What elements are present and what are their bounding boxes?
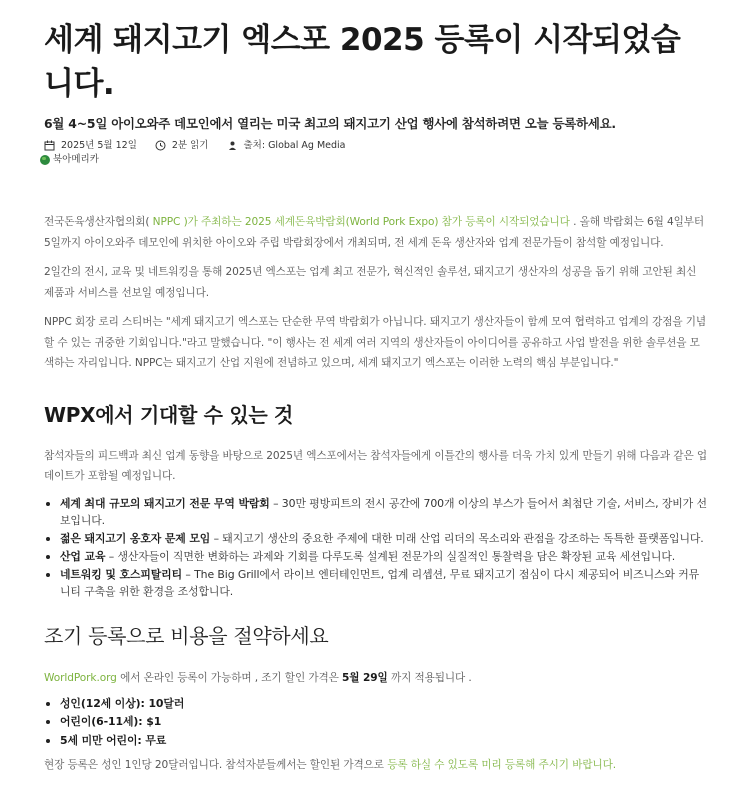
price-list: [44, 695, 708, 751]
register-link[interactable]: 등록 하실 수 있도록 미리 등록해 주시기 바랍니다.: [387, 759, 617, 772]
registration-end: 까지 적용됩니다 .: [387, 672, 472, 685]
section-heading-register: 조기 등록으로 비용을 절약하세요: [44, 624, 329, 649]
worldpork-link[interactable]: WorldPork.org: [44, 672, 117, 685]
registration-paragraph: [44, 668, 708, 689]
read-time-text: 2분 읽기: [171, 140, 209, 151]
item-text: – The Big Grill에서 라이브 엔터테인먼트, 업계 리셉션, 무료 돼지고기 점심이 다시 제공되어 비즈니스와 커뮤니티 구축을 위한 환경을 조성합니다.: [60, 567, 700, 599]
meta-date: [44, 139, 137, 153]
meta-source: [227, 139, 346, 153]
item-text: – 30만 평방피트의 전시 공간에 700개 이상의 부스가 들어서 최첨단 기술, 서비스, 장비가 선보입니다.: [60, 496, 707, 528]
list-item: [60, 495, 708, 531]
item-title: 산업 교육: [60, 549, 106, 563]
section-intro-expect: 참석자들의 피드백과 최신 업계 동향을 바탕으로 2025년 엑스포에서는 참석자들에게 이틀간의 행사를 더욱 가치 있게 만들기 위해 다음과 같은 업데이트가 포함될 예정입니다.: [44, 449, 707, 482]
expect-list: [44, 495, 708, 602]
paragraph-intro: [44, 212, 708, 253]
globe-icon: [40, 155, 50, 165]
closing-pre: 현장 등록은 성인 1인당 20달러입니다. 참석자분들께서는 할인된 가격으로: [44, 759, 388, 772]
closing-paragraph: [44, 755, 708, 776]
calendar-icon: [44, 140, 56, 152]
list-item: [60, 530, 708, 548]
section-heading-expect: WPX에서 기대할 수 있는 것: [44, 402, 294, 427]
list-item: [60, 548, 708, 566]
item-text: – 생산자들이 직면한 변화하는 과제와 기회를 다루도록 설계된 전문가의 실질적인 통찰력을 담은 확장된 교육 세션입니다.: [105, 549, 676, 563]
price-item: 5세 미만 어린이: 무료: [60, 732, 708, 751]
user-icon: [227, 140, 239, 152]
item-title: 세계 최대 규모의 돼지고기 전문 무역 박람회: [60, 496, 270, 510]
intro-pre: 전국돈육생산자협의회(: [44, 216, 153, 228]
paragraph-two: 2일간의 전시, 교육 및 네트워킹을 통해 2025년 엑스포는 업계 최고 전문가, 혁신적인 솔루션, 돼지고기 생산자의 성공을 돕기 위해 고안된 최신 제품과 서비스를 선보일 예정입니다.: [44, 266, 697, 299]
article-title: 세계 돼지고기 엑스포 2025 등록이 시작되었습니다.: [44, 22, 681, 102]
price-item: 성인(12세 이상): 10달러: [60, 695, 708, 714]
deadline-date: 5월 29일: [342, 672, 388, 685]
item-title: 네트워킹 및 호스피탈리티: [60, 567, 183, 581]
price-item: 어린이(6-11세): $1: [60, 713, 708, 732]
paragraph-quote: NPPC 회장 로리 스티버는 "세계 돼지고기 엑스포는 단순한 무역 박람회가 아닙니다. 돼지고기 생산자들이 함께 모여 협력하고 업계의 강점을 기념할 수 있는 귀중한 기회입니다."라고 말했습니다. "이 행사는 전 세계 여러 지역의 생산자들이 아이디어를 공유하고 사업 발전을 위한 솔루션을 모색하는 자리입니다. NPPC는 돼지고기 산업 지원에 전념하고 있으며, 세계 돼지고기 엑스포는 이러한 노력의 핵심 부분입니다.": [44, 316, 707, 369]
article-meta: [44, 139, 708, 153]
registration-mid: 에서 온라인 등록이 가능하며 , 조기 할인 가격은: [116, 672, 343, 685]
article-subtitle: 6월 4~5일 아이오와주 데모인에서 열리는 미국 최고의 돼지고기 산업 행사에 참석하려면 오늘 등록하세요.: [44, 116, 616, 131]
list-item: [60, 566, 708, 602]
region-text[interactable]: 북아메리카: [53, 154, 99, 165]
item-text: – 돼지고기 생산의 중요한 주제에 대한 미래 산업 리더의 목소리와 관점을 강조하는 독특한 플랫폼입니다.: [210, 532, 704, 546]
meta-read-time: [155, 139, 209, 153]
date-text: 2025년 5월 12일: [61, 140, 137, 151]
item-title: 젊은 돼지고기 옹호자 문제 모임: [60, 532, 211, 546]
nppc-link[interactable]: NPPC )가 주최하는 2025 세계돈육박람회(World Pork Expo) 참가 등록이 시작되었습니다: [152, 216, 570, 228]
clock-icon: [155, 140, 167, 152]
intro-post: . 올해 박람회는 6월 4일부터 5일까지 아이오와주 데모인에 위치한 아이오와 주립 박람회장에서 개최되며, 전 세계 돈육 생산자와 업계 전문가들이 참석할 예정입니다.: [44, 216, 705, 249]
meta-region[interactable]: [40, 153, 708, 167]
source-text: 출처: Global Ag Media: [243, 140, 346, 151]
